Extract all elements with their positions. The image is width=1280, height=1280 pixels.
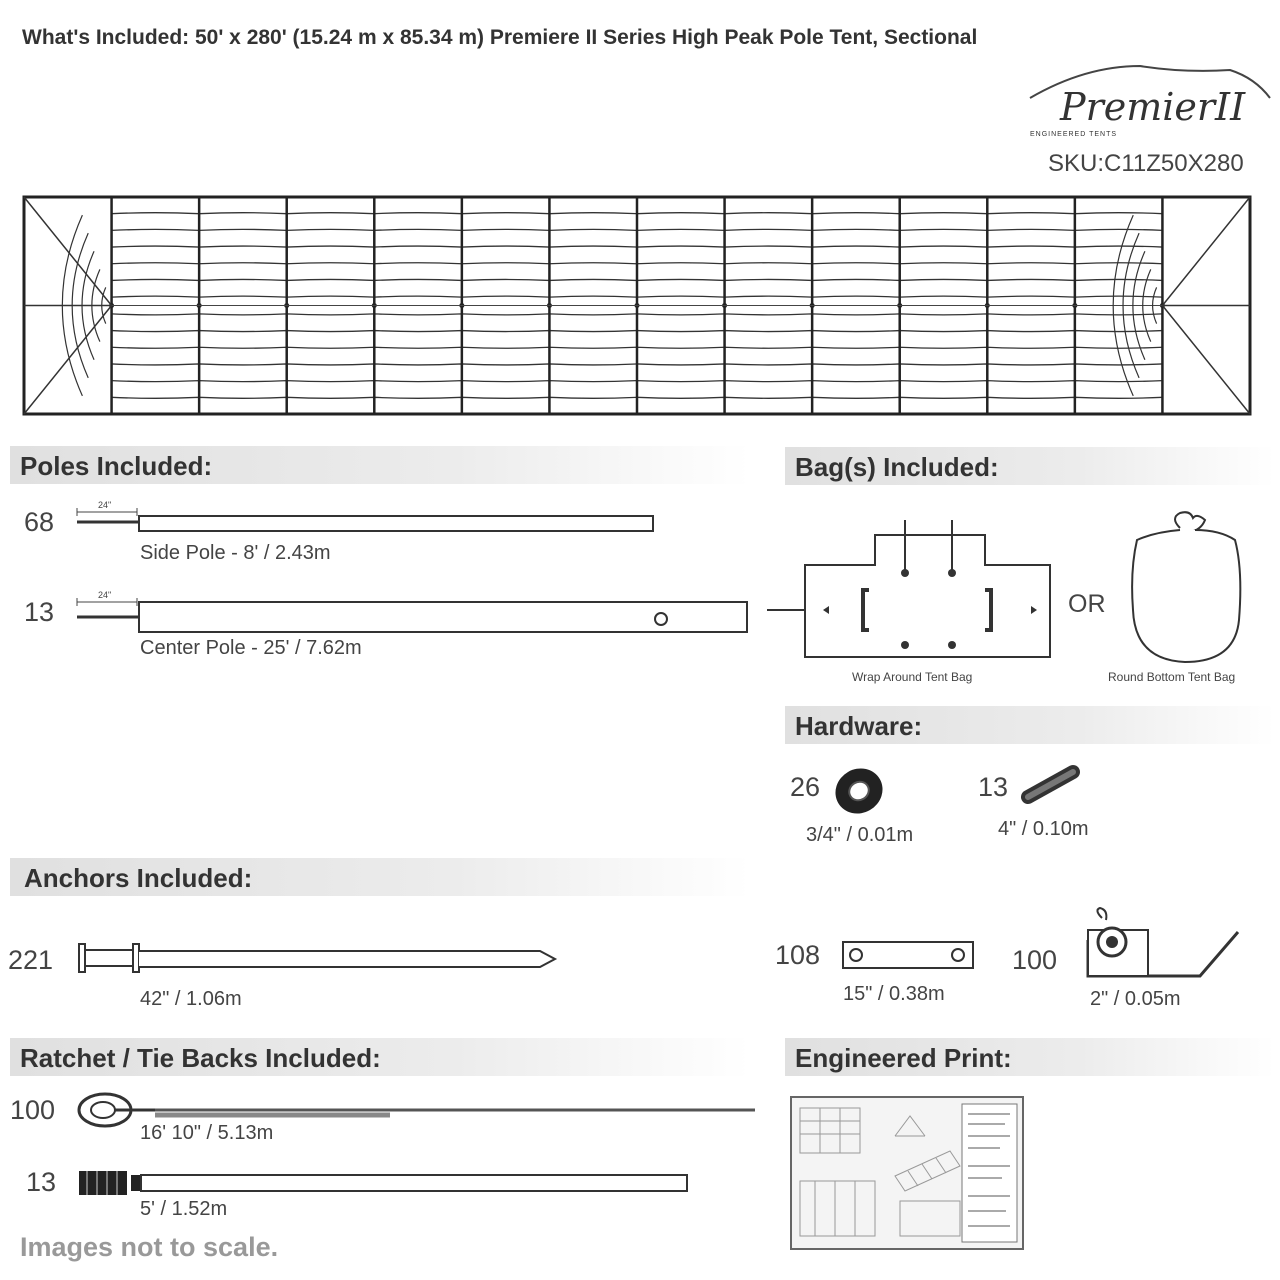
bracket-qty: 100 — [1012, 945, 1058, 975]
hardware-heading: Hardware: — [795, 711, 923, 741]
round-bottom-bag-icon — [1125, 510, 1255, 670]
tent-plan-diagram — [0, 0, 1280, 430]
side-pole-icon — [75, 500, 665, 540]
side-pole-label: Side Pole - 8' / 2.43m — [140, 542, 331, 564]
pin-icon — [1018, 762, 1083, 807]
ratchet-label: 5' / 1.52m — [140, 1198, 228, 1220]
center-pole-dim-marker: 24" — [98, 590, 112, 600]
anchors-section-header — [10, 858, 750, 896]
bags-heading: Bag(s) Included: — [795, 452, 999, 482]
wrap-around-bag-icon — [765, 515, 1065, 665]
poles-heading: Poles Included: — [20, 451, 213, 481]
sku-label: SKU:C11Z50X280 — [1048, 150, 1244, 177]
scale-disclaimer: Images not to scale. — [20, 1232, 279, 1262]
stake-label: 42" / 1.06m — [140, 988, 242, 1010]
ratchet-strap-icon — [75, 1165, 695, 1200]
plate-qty: 108 — [775, 940, 821, 970]
bags-section-header — [785, 447, 1275, 485]
center-pole-qty: 13 — [24, 597, 55, 627]
page-title: What's Included: 50' x 280' (15.24 m x 85.34 m) Premiere II Series High Peak Pole Tent, Sectional — [22, 26, 978, 49]
pin-qty: 13 — [978, 772, 1009, 802]
hardware-section-header — [785, 706, 1275, 744]
tieback-qty: 100 — [10, 1095, 56, 1125]
side-pole-dim-marker: 24" — [98, 500, 112, 510]
plate-label: 15" / 0.38m — [843, 983, 945, 1005]
tieback-label: 16' 10" / 5.13m — [140, 1122, 274, 1144]
bracket-icon — [1080, 908, 1250, 983]
poles-section-header — [10, 446, 750, 484]
washer-icon — [832, 765, 892, 820]
side-pole-qty: 68 — [24, 507, 55, 537]
stake-icon — [75, 940, 565, 980]
washer-label: 3/4" / 0.01m — [806, 824, 914, 846]
engineered-heading: Engineered Print: — [795, 1043, 1012, 1073]
ratchets-section-header — [10, 1038, 750, 1076]
center-pole-icon — [75, 590, 755, 640]
engineered-print-thumbnail — [790, 1096, 1025, 1251]
brand-logo: PremierII — [1060, 85, 1246, 129]
bracket-label: 2" / 0.05m — [1090, 988, 1181, 1010]
ratchet-qty: 13 — [26, 1167, 57, 1197]
center-pole-label: Center Pole - 25' / 7.62m — [140, 637, 362, 659]
anchors-heading: Anchors Included: — [24, 863, 253, 893]
plate-icon — [840, 938, 980, 973]
stake-qty: 221 — [8, 945, 54, 975]
round-bottom-bag-label: Round Bottom Tent Bag — [1108, 670, 1236, 684]
ratchets-heading: Ratchet / Tie Backs Included: — [20, 1043, 381, 1073]
pin-label: 4" / 0.10m — [998, 818, 1089, 840]
bags-or-text: OR — [1068, 590, 1106, 618]
washer-qty: 26 — [790, 772, 821, 802]
wrap-around-bag-label: Wrap Around Tent Bag — [852, 670, 973, 684]
brand-logo-subtext: ENGINEERED TENTS — [1030, 131, 1118, 138]
engineered-section-header — [785, 1038, 1275, 1076]
